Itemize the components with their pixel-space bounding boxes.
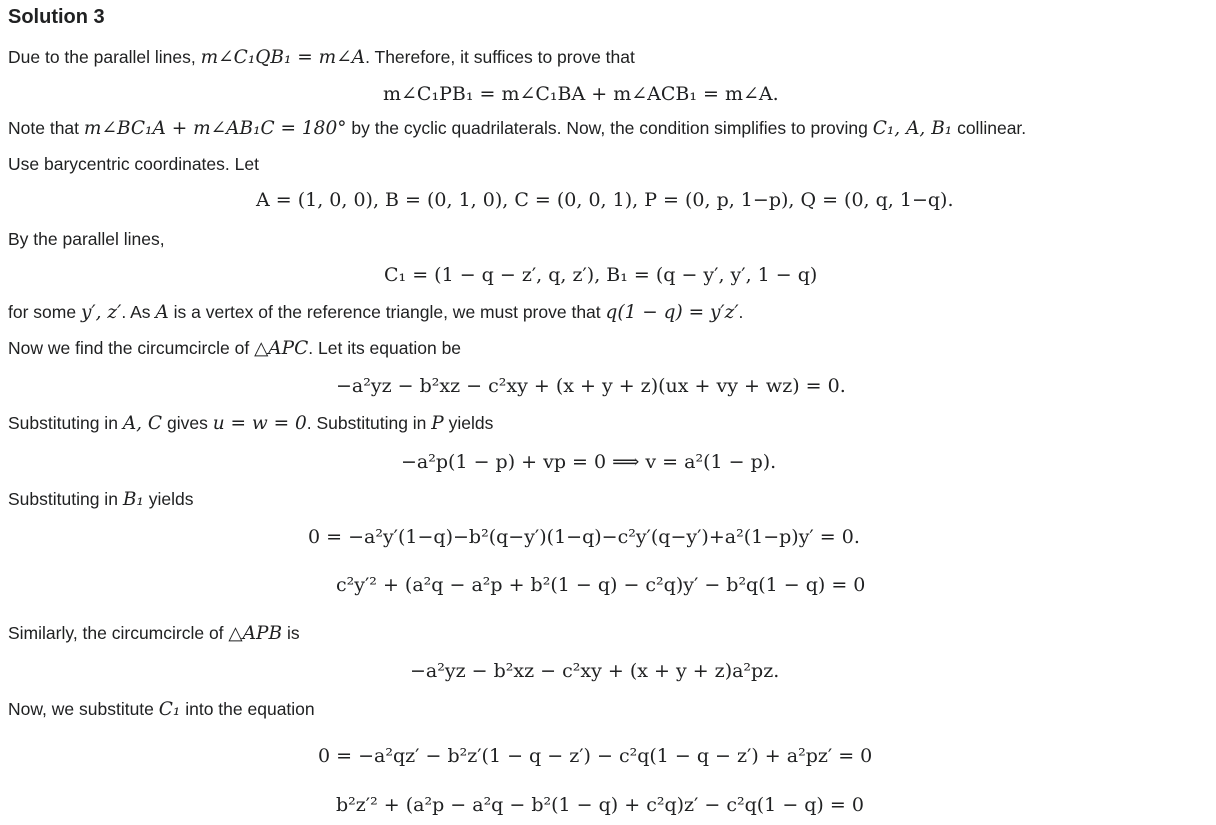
text: gives xyxy=(166,413,208,433)
text-line-1 xyxy=(8,46,635,69)
math-inline: B₁ xyxy=(122,489,144,510)
text-line-5 xyxy=(8,301,743,324)
display-equation-2: A = (1, 0, 0), B = (0, 1, 0), C = (0, 0, 1), P = (0, p, 1−p), Q = (0, q, 1−q). xyxy=(256,189,954,211)
display-equation-10: b²z′² + (a²p − a²q − b²(1 − q) + c²q)z′ − c²q(1 − q) = 0 xyxy=(336,794,864,816)
math-inline: △APB xyxy=(228,623,283,644)
math-inline: C₁, A, B₁ xyxy=(872,118,953,139)
math-inline: m∠BC₁A + m∠AB₁C = 180° xyxy=(83,118,347,139)
math-inline: A xyxy=(155,302,169,323)
math-inline: A, C xyxy=(122,413,163,434)
text: Substituting in xyxy=(8,489,118,509)
text: for some xyxy=(8,302,77,322)
math-inline: P xyxy=(431,413,444,434)
text: Similarly, the circumcircle of xyxy=(8,623,224,643)
display-equation-8: −a²yz − b²xz − c²xy + (x + y + z)a²pz. xyxy=(410,660,780,682)
solution-heading: Solution 3 xyxy=(8,6,105,28)
text: . xyxy=(738,302,744,322)
display-equation-9: 0 = −a²qz′ − b²z′(1 − q − z′) − c²q(1 − q − z′) + a²pz′ = 0 xyxy=(318,745,873,767)
text: . Substituting in xyxy=(306,413,427,433)
text: . Therefore, it suffices to prove that xyxy=(365,47,635,67)
text: Substituting in xyxy=(8,413,118,433)
text: Due to the parallel lines, xyxy=(8,47,196,67)
text: Now, we substitute xyxy=(8,699,154,719)
text: is a vertex of the reference triangle, we must prove that xyxy=(173,302,601,322)
display-equation-6: 0 = −a²y′(1−q)−b²(q−y′)(1−q)−c²y′(q−y′)+a²(1−p)y′ = 0. xyxy=(308,526,860,548)
math-inline: u = w = 0 xyxy=(212,413,307,434)
display-equation-5: −a²p(1 − p) + vp = 0 ⟹ v = a²(1 − p). xyxy=(401,451,777,473)
math-inline: q(1 − q) = y′z′ xyxy=(605,302,739,323)
text: yields xyxy=(148,489,194,509)
display-equation-7: c²y′² + (a²q − a²p + b²(1 − q) − c²q)y′ − b²q(1 − q) = 0 xyxy=(336,574,866,596)
math-inline: m∠C₁QB₁ = m∠A xyxy=(200,47,366,68)
text-line-6 xyxy=(8,337,461,360)
math-inline: y′, z′ xyxy=(80,302,122,323)
text-line-8 xyxy=(8,488,193,511)
display-equation-1: m∠C₁PB₁ = m∠C₁BA + m∠ACB₁ = m∠A. xyxy=(383,83,779,105)
text: Now we find the circumcircle of xyxy=(8,338,250,358)
text-line-2 xyxy=(8,117,1026,140)
text: into the equation xyxy=(185,699,315,719)
text-line-7 xyxy=(8,412,493,435)
math-inline: △APC xyxy=(254,338,309,359)
display-equation-3: C₁ = (1 − q − z′, q, z′), B₁ = (q − y′, y′, 1 − q) xyxy=(384,264,818,286)
text-line-3: Use barycentric coordinates. Let xyxy=(8,154,259,174)
math-inline: C₁ xyxy=(158,699,181,720)
text: yields xyxy=(448,413,494,433)
text: by the cyclic quadrilaterals. Now, the condition simplifies to proving xyxy=(351,118,868,138)
text-line-4: By the parallel lines, xyxy=(8,229,165,249)
text-line-10 xyxy=(8,698,315,721)
text: is xyxy=(286,623,300,643)
text-line-9 xyxy=(8,622,300,645)
text: collinear. xyxy=(957,118,1027,138)
text: . Let its equation be xyxy=(308,338,462,358)
display-equation-4: −a²yz − b²xz − c²xy + (x + y + z)(ux + vy + wz) = 0. xyxy=(336,375,846,397)
text: Note that xyxy=(8,118,80,138)
text: . As xyxy=(121,302,151,322)
